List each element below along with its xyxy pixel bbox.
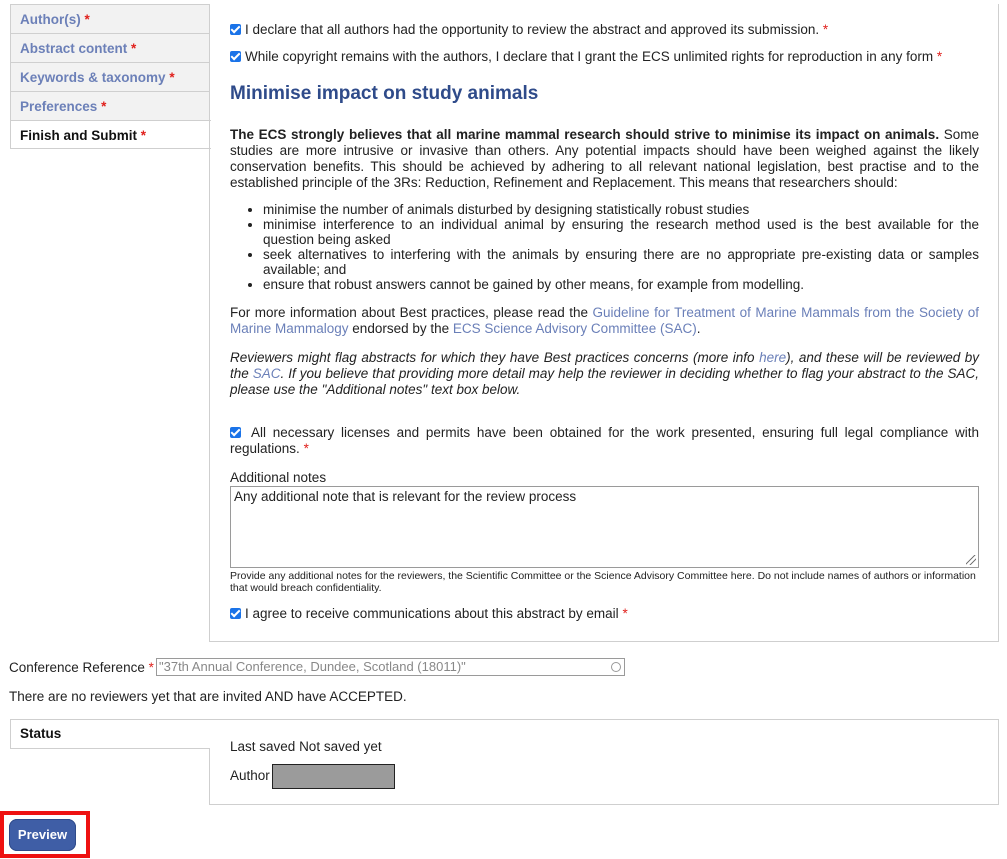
- licenses-checkbox[interactable]: [230, 427, 241, 438]
- copyright-declaration-checkbox[interactable]: [230, 51, 241, 62]
- form-section-tabs: [10, 4, 210, 149]
- dropdown-circle-icon: [611, 662, 621, 672]
- required-marker: *: [101, 99, 107, 114]
- review-declaration-label: I declare that all authors had the opportunity to review the abstract and approved its submission.: [245, 22, 820, 37]
- reviewers-note-text: . If you believe that providing more detail may help the reviewer in deciding whether to flag your abstract to the SAC, please use the "Additional notes" text box below.: [230, 366, 979, 397]
- tab-label: Keywords & taxonomy: [20, 70, 166, 85]
- required-marker: *: [84, 12, 90, 27]
- additional-notes-hint: Provide any additional notes for the reviewers, the Scientific Committee or the Science Advisory Committee here. Do not include names of authors or information that would breach confidentiality.: [230, 570, 976, 594]
- list-item: • ensure that robust answers cannot be gained by other means, for example from modelling.: [263, 277, 979, 292]
- researcher-guidelines-list: [230, 202, 979, 292]
- preview-button[interactable]: Preview: [9, 819, 76, 851]
- licenses-declaration: [230, 425, 979, 457]
- conference-reference-label: Conference Reference: [9, 660, 145, 675]
- communications-label: I agree to receive communications about this abstract by email: [245, 606, 619, 621]
- impact-intro-bold: The ECS strongly believes that all marine mammal research should strive to minimise its impact on animals.: [230, 127, 940, 142]
- status-panel: [209, 719, 999, 805]
- more-info-text: .: [696, 321, 701, 336]
- guideline-link[interactable]: Guideline for Treatment of Marine Mammals from the Society of Marine Mammalogy: [230, 305, 979, 336]
- resize-handle-icon[interactable]: [966, 555, 976, 565]
- impact-intro: [230, 127, 979, 191]
- impact-section-title: Minimise impact on study animals: [230, 83, 539, 104]
- reviewers-note-text: ), and these will be reviewed by the: [230, 350, 979, 381]
- copyright-declaration: [230, 49, 979, 65]
- tab-finish-and-submit[interactable]: [10, 120, 211, 149]
- conference-reference-value: "37th Annual Conference, Dundee, Scotland (18011)": [159, 659, 466, 674]
- tab-abstract-content[interactable]: [10, 33, 210, 62]
- required-marker: *: [148, 660, 154, 675]
- tab-preferences[interactable]: [10, 91, 210, 120]
- sac-short-link[interactable]: SAC: [252, 366, 281, 381]
- required-marker: *: [140, 128, 147, 143]
- review-declaration: [230, 22, 979, 38]
- finish-submit-content: [230, 22, 979, 622]
- additional-notes-textarea[interactable]: [230, 486, 979, 568]
- tab-label: Author(s): [20, 12, 81, 27]
- more-info-text: For more information about Best practices, please read the: [230, 305, 593, 320]
- required-marker: *: [169, 70, 175, 85]
- conference-reference-select[interactable]: [156, 658, 625, 676]
- last-saved-row: [230, 739, 382, 755]
- list-item: • minimise interference to an individual animal by ensuring the research method used is the best available for the question being asked: [263, 217, 979, 247]
- reviewers-note: [230, 350, 979, 398]
- impact-intro-text: Some studies are more intrusive or invasive than others. Any potential impacts should have been weighed against the likely conservation benefits. This should be achieved by adhering to all relevant national legislation, best practise and to the established principle of the 3Rs: Reduction, Refinement and Replacement. This means that researchers should:: [230, 127, 979, 190]
- tab-label: Finish and Submit: [20, 128, 137, 143]
- communications-checkbox[interactable]: [230, 608, 241, 619]
- required-marker: *: [131, 41, 137, 56]
- conference-reference-row: [9, 658, 154, 677]
- copyright-declaration-label: While copyright remains with the authors, I declare that I grant the ECS unlimited rights for reproduction in any form: [245, 49, 934, 64]
- tab-label: Preferences: [20, 99, 98, 114]
- tab-authors[interactable]: [10, 4, 210, 33]
- author-name-redacted: [272, 764, 395, 789]
- communications-consent: [230, 606, 979, 622]
- required-marker: *: [936, 49, 943, 64]
- more-info-paragraph: [230, 305, 979, 337]
- required-marker: *: [822, 22, 829, 37]
- licenses-label: All necessary licenses and permits have been obtained for the work presented, ensuring full legal compliance with regulations.: [230, 425, 979, 456]
- reviewers-status-text: There are no reviewers yet that are invited AND have ACCEPTED.: [9, 689, 407, 704]
- list-item: • minimise the number of animals disturbed by designing statistically robust studies: [263, 202, 979, 217]
- reviewers-note-text: Reviewers might flag abstracts for which they have Best practices concerns (more info: [230, 350, 760, 365]
- tab-label: Abstract content: [20, 41, 128, 56]
- last-saved-value: Not saved yet: [299, 739, 382, 754]
- required-marker: *: [303, 441, 309, 456]
- additional-notes-placeholder: Any additional note that is relevant for the review process: [234, 489, 577, 504]
- author-row: [230, 764, 270, 788]
- review-declaration-checkbox[interactable]: [230, 24, 241, 35]
- sac-link[interactable]: ECS Science Advisory Committee (SAC): [452, 321, 697, 336]
- more-info-text: endorsed by the: [348, 321, 453, 336]
- tab-keywords-taxonomy[interactable]: [10, 62, 210, 91]
- author-label: Author: [230, 768, 270, 783]
- additional-notes-label: Additional notes: [230, 470, 327, 485]
- required-marker: *: [622, 606, 628, 621]
- tab-status[interactable]: Status: [10, 719, 210, 749]
- here-link[interactable]: here: [759, 350, 787, 365]
- last-saved-label: Last saved: [230, 739, 296, 754]
- list-item: • seek alternatives to interfering with the animals by ensuring there are no appropriate pre-existing data or samples available; and: [263, 247, 979, 277]
